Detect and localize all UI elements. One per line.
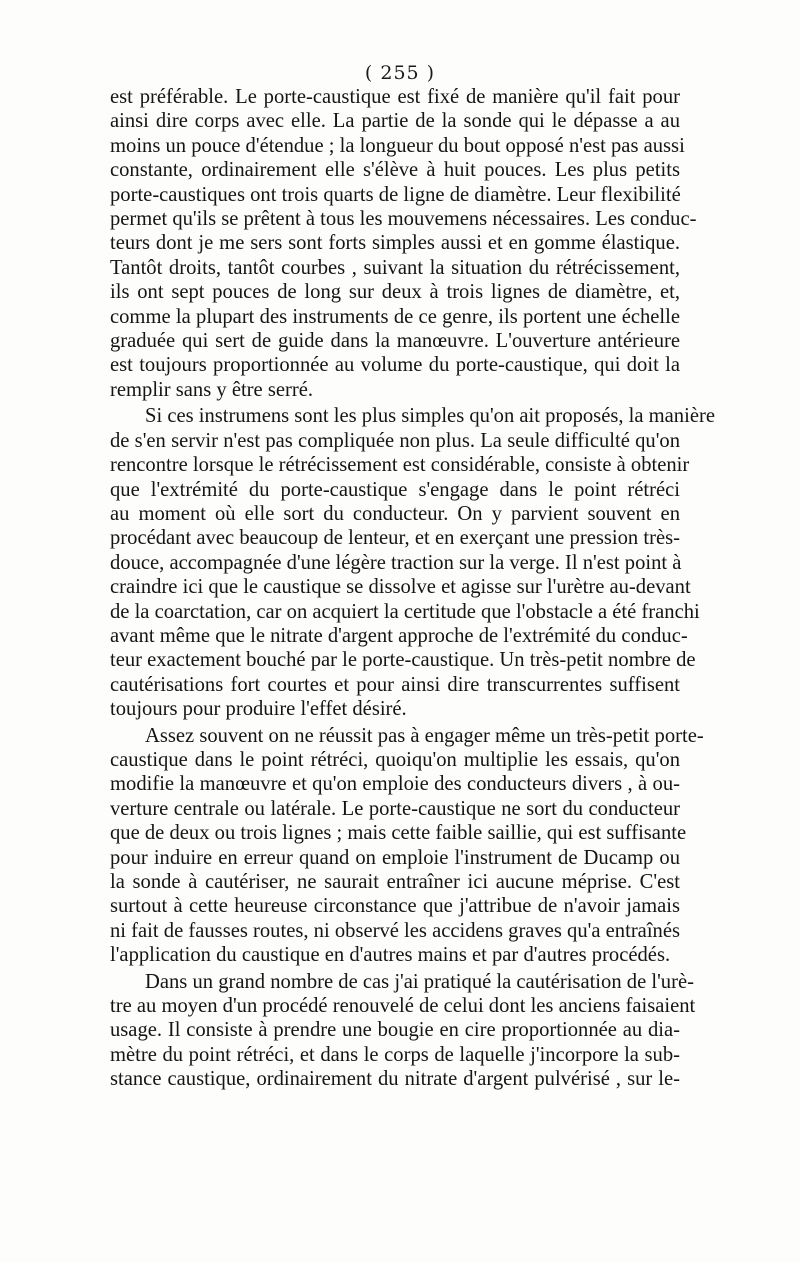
text-line: constante, ordinairement elle s'élève à huit pouces. Les plus petits	[110, 159, 680, 182]
text-line: que de deux ou trois lignes ; mais cette faible saillie, qui est suffisante	[110, 822, 687, 845]
paragraph-1	[110, 85, 697, 402]
body-text	[110, 85, 715, 1092]
text-line: l'application du caustique en d'autres mains et par d'autres procédés.	[110, 944, 671, 967]
text-line: Assez souvent on ne réussit pas à engager même un très-petit porte-	[145, 724, 704, 747]
text-line: modifie la manœuvre et qu'on emploie des conducteurs divers , à ou-	[110, 773, 680, 796]
text-line: procédant avec beaucoup de lenteur, et en exerçant une pression très-	[110, 527, 680, 550]
text-line: ni fait de fausses routes, ni observé les accidens graves qu'a entraînés	[110, 919, 680, 942]
text-line: douce, accompagnée d'une légère traction sur la verge. Il n'est point à	[110, 551, 682, 574]
text-line: toujours pour produire l'effet désiré.	[110, 698, 407, 721]
text-line: graduée qui sert de guide dans la manœuvre. L'ouverture antérieure	[110, 330, 680, 353]
text-line: teurs dont je me sers sont forts simples aussi et en gomme élastique.	[110, 232, 680, 255]
text-line: ils ont sept pouces de long sur deux à trois lignes de diamètre, et,	[110, 281, 680, 304]
paragraph-4	[110, 970, 696, 1092]
text-line: rencontre lorsque le rétrécissement est considérable, consiste à obtenir	[110, 454, 690, 477]
text-line: caustique dans le point rétréci, quoiqu'on multiplie les essais, qu'on	[110, 748, 680, 771]
text-line: stance caustique, ordinairement du nitrate d'argent pulvérisé , sur le-	[110, 1068, 680, 1091]
text-line: avant même que le nitrate d'argent approche de l'extrémité du conduc-	[110, 624, 688, 647]
text-line: tre au moyen d'un procédé renouvelé de celui dont les anciens faisaient	[110, 995, 696, 1018]
text-line: verture centrale ou latérale. Le porte-caustique ne sort du conducteur	[110, 797, 680, 820]
text-line: Si ces instrumens sont les plus simples qu'on ait proposés, la manière	[145, 405, 715, 428]
text-line: au moment où elle sort du conducteur. On y parvient souvent en	[110, 502, 680, 525]
text-line: que l'extrémité du porte-caustique s'engage dans le point rétréci	[110, 478, 680, 501]
text-line: est préférable. Le porte-caustique est fixé de manière qu'il fait pour	[110, 86, 680, 108]
text-line: comme la plupart des instruments de ce genre, ils portent une échelle	[110, 305, 680, 328]
text-line: de s'en servir n'est pas compliquée non plus. La seule difficulté qu'on	[110, 429, 680, 452]
text-line: surtout à cette heureuse circonstance que j'attribue de n'avoir jamais	[110, 895, 680, 918]
text-line: est toujours proportionnée au volume du porte-caustique, qui doit la	[110, 354, 680, 377]
text-line: teur exactement bouché par le porte-caustique. Un très-petit nombre de	[110, 649, 696, 672]
text-line: de la coarctation, car on acquiert la certitude que l'obstacle a été franchi	[110, 600, 700, 623]
text-line: mètre du point rétréci, et dans le corps de laquelle j'incorpore la sub-	[110, 1043, 680, 1066]
text-line: usage. Il consiste à prendre une bougie en cire proportionnée au dia-	[110, 1019, 680, 1042]
text-line: Tantôt droits, tantôt courbes , suivant la situation du rétrécissement,	[110, 256, 680, 279]
text-line: porte-caustiques ont trois quarts de ligne de diamètre. Leur flexibilité	[110, 183, 681, 206]
text-line: Dans un grand nombre de cas j'ai pratiqué la cautérisation de l'urè-	[145, 970, 694, 993]
text-line: moins un pouce d'étendue ; la longueur du bout opposé n'est pas aussi	[110, 134, 685, 157]
paragraph-2	[110, 404, 715, 721]
text-line: la sonde à cautériser, ne saurait entraîner ici aucune méprise. C'est	[110, 871, 680, 893]
text-line: ainsi dire corps avec elle. La partie de la sonde qui le dépasse a au	[110, 110, 680, 133]
text-line: remplir sans y être serré.	[110, 378, 313, 401]
page-number: ( 255 )	[364, 62, 436, 84]
text-line: cautérisations fort courtes et pour ainsi dire transcurrentes suffisent	[110, 673, 680, 696]
text-line: permet qu'ils se prêtent à tous les mouvemens nécessaires. Les conduc-	[110, 208, 697, 231]
text-line: craindre ici que le caustique se dissolve et agisse sur l'urètre au-devant	[110, 576, 691, 599]
paragraph-3	[110, 724, 704, 968]
text-line: pour induire en erreur quand on emploie l'instrument de Ducamp ou	[110, 846, 680, 869]
